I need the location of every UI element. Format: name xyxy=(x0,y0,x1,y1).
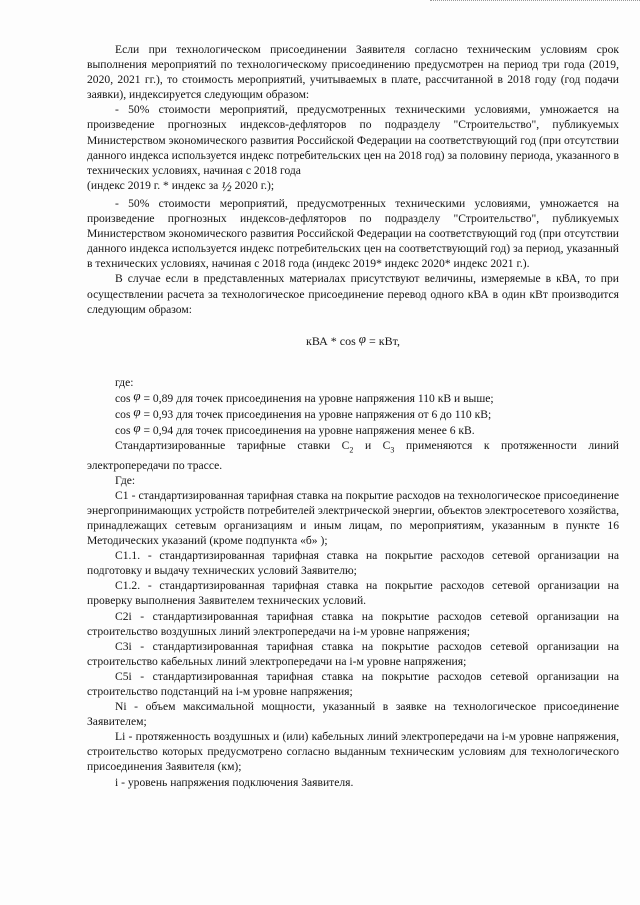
definition-li: Li - протяженность воздушных и (или) кабельных линий электропередачи на i-м уровне напряжения, строительство которых предусмотрено согласно выданным техническим условиям для технологического присоединения Заявителя (км); xyxy=(87,730,619,774)
where-label: где: xyxy=(115,375,134,389)
definition-c1: С1 - стандартизированная тарифная ставка на покрытие расходов на технологическое присоединение энергопринимающих устройств потребителей электрической энергии, объектов электросетевого хозяйства, принадлежащих сетевым организациям и иным лицам, по мероприятиям, указанным в пункте 16 Методических указаний (кроме подпункта «б» ); xyxy=(87,488,619,548)
definition-c3i: С3i - стандартизированная тарифная ставка на покрытие расходов сетевой организации на строительство кабельных линий электропередачи на i-м уровне напряжения; xyxy=(87,639,619,668)
item-second-half: - 50% стоимости мероприятий, предусмотренных техническими условиями, умножается на произведение прогнозных индексов-дефляторов по подразделу "Строительство", публикуемых Министерством экономического развития Российской Федерации на соответствующий год (при отсутствии данного индекса используется индекс потребительских цен на соответствующий год) за период, указанный в технических условиях, начиная с 2018 года (индекс 2019* индекс 2020* индекс 2021 г.). xyxy=(87,196,619,271)
formula-text-b: 2020 г.); xyxy=(234,178,275,192)
intro-paragraph: Если при технологическом присоединении Заявителя согласно техническим условиям срок выполнения мероприятий по технологическому присоединению предусмотрен на период три года (2019, 2020, 2021 гг.), то стоимость мероприятий, учитываемых в плате, рассчитанной в 2018 году (год подачи заявки), индексируется следующим образом: xyxy=(87,43,619,102)
cos-line-below-6: cos φ = 0,94 для точек присоединения на уровне напряжения менее 6 кВ. xyxy=(115,420,475,438)
scan-edge-mark xyxy=(430,0,640,4)
item-first-half-formula xyxy=(87,178,619,193)
phi-symbol: φ xyxy=(133,420,141,436)
fraction-half: ½ xyxy=(221,179,232,195)
document-body xyxy=(87,42,619,790)
formula-kva: кВА * cos xyxy=(306,333,356,348)
where-label-2: Где: xyxy=(115,473,136,487)
cos-line-110: cos φ = 0,89 для точек присоединения на уровне напряжения 110 кВ и выше; xyxy=(115,387,494,405)
item-first-half: - 50% стоимости мероприятий, предусмотренных техническими условиями, умножается на произведение прогнозных индексов-дефляторов по подразделу "Строительство", публикуемых Министерством экономического развития Российской Федерации на соответствующий год (при отсутствии данного индекса используется индекс потребительских цен на 2018 год) за половину периода, указанного в технических условиях, начиная с 2018 года xyxy=(87,103,619,177)
definition-c1-2: С1.2. - стандартизированная тарифная ставка на покрытие расходов сетевой организации на проверку выполнения Заявителем технических условий. xyxy=(87,579,619,608)
definition-ni: Ni - объем максимальной мощности, указанный в заявке на технологическое присоединение Заявителем; xyxy=(87,700,619,729)
phi-symbol: φ xyxy=(133,387,141,403)
formula-text-a: (индекс 2019 г. * индекс за xyxy=(87,178,219,192)
phi-symbol: φ xyxy=(358,330,366,346)
definition-c5i: С5i - стандартизированная тарифная ставка на покрытие расходов сетевой организации на строительство подстанций на i-м уровне напряжения; xyxy=(87,669,619,698)
definition-i: i - уровень напряжения подключения Заявителя. xyxy=(115,775,354,789)
kva-paragraph: В случае если в представленных материалах присутствуют величины, измеряемые в кВА, то при осуществлении расчета за технологическое присоединение перевод одного кВА в один кВт производится следующим образом: xyxy=(87,272,619,316)
phi-symbol: φ xyxy=(133,403,141,419)
definition-c2i: С2i - стандартизированная тарифная ставка на покрытие расходов сетевой организации на строительство воздушных линий электропередачи на i-м уровне напряжения; xyxy=(87,609,619,638)
definition-c1-1: С1.1. - стандартизированная тарифная ставка на покрытие расходов сетевой организации на подготовку и выдачу технических условий Заявителю; xyxy=(87,549,619,578)
formula-kvt: = кВт, xyxy=(369,333,400,348)
cos-line-6-110: cos φ = 0,93 для точек присоединения на уровне напряжения от 6 до 110 кВ; xyxy=(115,403,492,421)
kva-formula xyxy=(87,330,619,349)
rates-paragraph: Стандартизированные тарифные ставки $С_2$ и $С_3$ применяются к протяженности линий электропередачи по трассе. xyxy=(87,439,619,472)
